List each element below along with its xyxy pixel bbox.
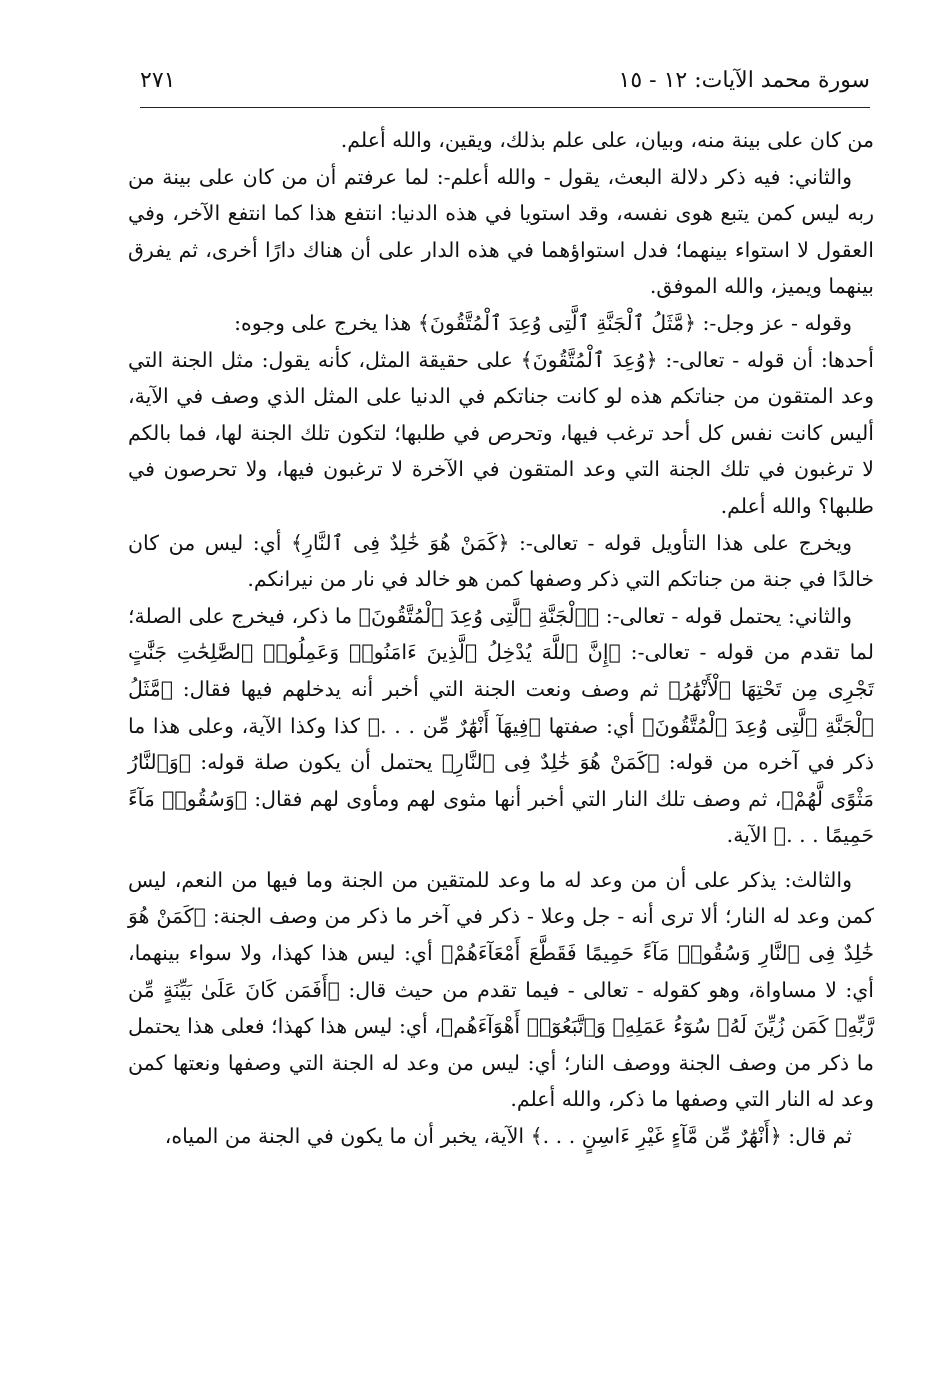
paragraph: وقوله - عز وجل-: ﴿مَّثَلُ ٱلْجَنَّةِ ٱلَّتِى وُعِدَ ٱلْمُتَّقُونَ﴾ هذا يخرج على وجوه: (234, 310, 852, 335)
header-divider (140, 107, 870, 108)
page-number: ٢٧١ (140, 67, 176, 93)
paragraph-gap (128, 854, 874, 862)
paragraph: ثم قال: ﴿أَنْهَٰرٌ مِّن مَّآءٍ غَيْرِ ءَاسِنٍ . . .﴾ الآية، يخبر أن ما يكون في الجنة من المياه، (164, 1124, 852, 1149)
paragraph: من كان على بينة منه، وبيان، على علم بذلك، ويقين، والله أعلم. (340, 128, 874, 152)
paragraph: أحدها: أن قوله - تعالى-: ﴿وُعِدَ ٱلْمُتَّقُونَ﴾ على حقيقة المثل، كأنه يقول: مثل الجنة التي وعد المتقون من جناتكم هذه لو كانت جناتكم في الدنيا على المثل الذي وصف في الآية، أليس كانت نفس كل أحد ترغب فيها، وتحرص في طلبها؛ لتكون تلك الجنة لها، فما بالكم لا ترغبون في تلك الجنة التي وعد المتقون في الآخرة لا ترغبون فيها، ولا تحرصون في طلبها؟ والله أعلم. (128, 347, 874, 518)
paragraph: والثاني: يحتمل قوله - تعالى-: ﴿ٱلْجَنَّةِ ٱلَّتِى وُعِدَ ٱلْمُتَّقُونَ﴾ ما ذكر، فيخرج على الصلة؛ لما تقدم من قوله - تعالى-: ﴿إِنَّ ٱللَّهَ يُدْخِلُ ٱلَّذِينَ ءَامَنُوا۟ وَعَمِلُوا۟ ٱلصَّٰلِحَٰتِ جَنَّٰتٍ تَجْرِى مِن تَحْتِهَا ٱلْأَنْهَٰرُ﴾ ثم وصف ونعت الجنة التي أخبر أنه يدخلهم فيها فقال: ﴿مَّثَلُ ٱلْجَنَّةِ ٱلَّتِى وُعِدَ ٱلْمُتَّقُونَ﴾ أي: صفتها ﴿فِيهَآ أَنْهَٰرٌ مِّن . . .﴾ كذا وكذا الآية، وعلى هذا ما ذكر في آخره من قوله: ﴿كَمَنْ هُوَ خَٰلِدٌ فِى ٱلنَّارِ﴾ يحتمل أن يكون صلة قوله: ﴿وَٱلنَّارُ مَثْوًى لَّهُمْ﴾، ثم وصف تلك النار التي أخبر أنها مثوى لهم ومأوى لهم فقال: ﴿وَسُقُوا۟ مَآءً حَمِيمًا . . .﴾ الآية. (128, 603, 874, 848)
surah-title: سورة محمد الآيات: ١٢ - ١٥ (618, 67, 870, 93)
paragraph: والثالث: يذكر على أن من وعد له ما وعد للمتقين من الجنة وما فيها من النعم، ليس كمن وعد له النار؛ ألا ترى أنه - جل وعلا - ذكر في آخر ما ذكر من وصف الجنة: ﴿كَمَنْ هُوَ خَٰلِدٌ فِى ٱلنَّارِ وَسُقُوا۟ مَآءً حَمِيمًا فَقَطَّعَ أَمْعَآءَهُمْ﴾ أي: ليس هذا كهذا، ولا سواء بينهما، أي: لا مساواة، وهو كقوله - تعالى - فيما تقدم من حيث قال: ﴿أَفَمَن كَانَ عَلَىٰ بَيِّنَةٍ مِّن رَّبِّهِۦ كَمَن زُيِّنَ لَهُۥ سُوٓءُ عَمَلِهِۦ وَٱتَّبَعُوٓا۟ أَهْوَآءَهُم﴾، أي: ليس هذا كهذا؛ فعلى هذا يحتمل ما ذكر من وصف الجنة ووصف النار؛ أي: ليس من وعد له الجنة التي وصفها ونعتها كمن وعد له النار التي وصفها ما ذكر، والله أعلم. (128, 867, 874, 1112)
paragraph: والثاني: فيه ذكر دلالة البعث، يقول - والله أعلم-: لما عرفتم أن من كان على بينة من ربه ليس كمن يتبع هوى نفسه، وقد استويا في هذه الدنيا: انتفع هذا كما انتفع الآخر، وفي العقول لا استواء بينهما؛ فدل استواؤهما في هذه الدار على أن هناك دارًا أخرى، ثم يفرق بينهما ويميز، والله الموفق. (128, 164, 874, 299)
running-header (140, 58, 870, 102)
paragraph: ويخرج على هذا التأويل قوله - تعالى-: ﴿كَمَنْ هُوَ خَٰلِدٌ فِى ٱلنَّارِ﴾ أي: ليس من كان خالدًا في جنة من جناتكم التي ذكر وصفها كمن هو خالد في نار من نيرانكم. (128, 530, 874, 592)
body-text (128, 122, 874, 1155)
